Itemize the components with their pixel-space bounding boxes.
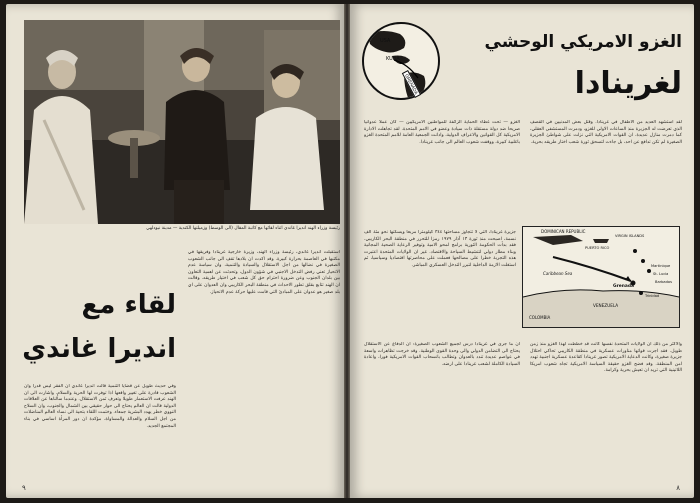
article-headline-line1: الغزو الامريكي الوحشي	[484, 32, 682, 52]
article-text-right-column: استقبلت انديرا غاندي، رئيسة وزراء الهند، وزيرة خارجية غرينادا وفريقها في مكتبها في العاصمة بحرارة كبيرة. وقد اكدت ان بلادها تقف الى جانب الشعوب الصغيرة في نضالها من اجل الاستقلال والسيادة والتنمية، وان سياسة عدم الانحياز تعني رفض التدخل الاجنبي في شؤون الدول، وتحدثت عن اهمية التعاون بين بلدان الجنوب وعن ضرورة احترام حق كل شعب في اختيار طريقه. وقالت ان الهند تتابع بقلق تطور الاحداث في منطقة البحر الكاريبي وان العدوان على اي بلد صغير هو عدوان على المبادئ التي قامت عليها حركة عدم الانحياز.	[188, 250, 340, 295]
caribbean-region-map	[522, 226, 680, 328]
map-label-usa: USA	[380, 38, 391, 44]
middle-text: جزيرة غرينادا، التي لا تتجاوز مساحتها ٣٤٤ كيلومترا مربعا ويسكنها نحو مئة الف نسمة، اصبحت منذ ثورة ١٣ آذار ١٩٧٩ رمزا للتحرر في منطقة البحر الكاريبي. فقد بدأت الحكومة الثورية برامج لمحو الامية وتوفير الرعاية الصحية المجانية وبناء مطار دولي لتنشيط السياحة والاقتصاد. غير ان الولايات المتحدة اعتبرت هذه التجربة خطرا على مصالحها فعملت على محاصرتها اقتصاديا وسياسيا، ثم استغلت الازمة الداخلية لتبرر التدخل العسكري المباشر.	[364, 230, 516, 268]
map-label-kuba: KUBA	[386, 56, 400, 62]
article-headline-line2: لغرينادا	[574, 66, 682, 101]
article-title-line2: انديرا غاندي	[22, 334, 176, 364]
bottom-text-right: والاكثر من ذلك ان الولايات المتحدة نفسها كانت قد خططت لهذا الغزو منذ زمن طويل. فقد اجرت قواتها مناورات عسكرية في منطقة الكاريبي تحاكي احتلال جزيرة صغيرة، وكانت الدعاية الامريكية تصور غرينادا كقاعدة عسكرية اجنبية تهدد امن المنطقة. وقد فضح الغزو حقيقة السياسة الامريكية تجاه شعوب امريكا اللاتينية التي تريد ان تعيش بحرية وكرامة.	[530, 342, 682, 374]
map-label-st-lucia: St. Lucia	[653, 272, 669, 276]
left-page	[6, 4, 344, 498]
map-label-virgin-islands: VIRGIN ISLANDS	[615, 234, 645, 238]
bottom-text-left: ان ما جرى في غرينادا درس لجميع الشعوب الصغيرة: ان الدفاع عن الاستقلال يحتاج الى التضامن الدولي والى وحدة القوى الوطنية. وقد خرجت تظاهرات واسعة في عواصم عديدة تندد بالعدوان وتطالب بانسحاب القوات الامريكية فورا، واعادة السيادة الكاملة لشعب غرينادا على ارضه.	[364, 342, 520, 367]
article-title-line1: لقاء مع	[81, 290, 176, 320]
map-label-caribbean-sea: Caribbean Sea	[543, 271, 573, 276]
globe-map	[362, 22, 440, 100]
map-label-dominican: DOMINICAN REPUBLIC	[541, 229, 586, 234]
map-label-venezuela: VENEZUELA	[593, 303, 619, 308]
meeting-photo	[24, 20, 340, 224]
page-number: ٩	[22, 484, 26, 492]
page-number: ٨	[676, 484, 680, 492]
map-label-puerto-rico: PUERTO RICO	[585, 246, 610, 250]
article-text-left-column: وفي حديث طويل عن قضايا التنمية قالت انديرا غاندي ان الفقر ليس قدرا وان الشعوب قادرة على تغيير واقعها اذا توفرت لها الحرية والسلام. واشارت الى ان الهند عرفت الاستعمار طويلا وتعرف ثمن الاستقلال. وعندما سألناها عن العلاقات الدولية قالت ان العالم يحتاج الى حوار حقيقي بين الشمال والجنوب، وان السلاح النووي خطر يهدد البشرية جمعاء. وختمت اللقاء بتحية الى نساء العالم المناضلات من اجل السلام والعدالة والمساواة، مؤكدة ان دور المرأة اساسي في بناء المجتمع الجديد.	[24, 384, 176, 429]
map-label-trinidad: Trinidad	[645, 294, 660, 298]
intro-text-left: الغزو — تحت غطاء الحماية الزائفة للمواطنين الامريكيين — كان عملا عدوانيا صريحا ضد دولة مستقلة ذات سيادة وعضو في الامم المتحدة. لقد تجاهلت الادارة الامريكية كل القوانين والاعراف الدولية، وادانت الجمعية العامة للامم المتحدة الغزو باغلبية كبيرة، ووقفت شعوب العالم الى جانب غرينادا.	[364, 120, 520, 145]
map-label-martinique: Martinique	[651, 264, 671, 268]
map-label-grenada-2: Grenada	[613, 284, 634, 289]
map-label-grenada: GRENADA	[402, 70, 421, 98]
map-label-barbados: Barbados	[655, 280, 672, 284]
photo-caption: رئيسة وزراء الهند انديرا غاندي اثناء لقائها مع كاتبة المقال (الى الوسط) وزميلتها الكندية — مدينة نيودلهي	[146, 226, 340, 231]
intro-text-right: لقد استشهد العديد من الاطفال في غرينادا. وقتل بعض المدنيين في القصف الذي تعرضت له الجزيرة منذ الساعات الاولى للغزو، ودمرت المستشفى العقلي، كما دمرت منازل عديدة. ان القوات الامريكية التي نزلت على شواطئ الجزيرة الصغيرة لم تكن تدافع عن احد، بل جاءت لتسحق ثورة شعب اختار طريقه بحرية.	[530, 120, 682, 145]
map-label-colombia: COLOMBIA	[529, 315, 551, 320]
